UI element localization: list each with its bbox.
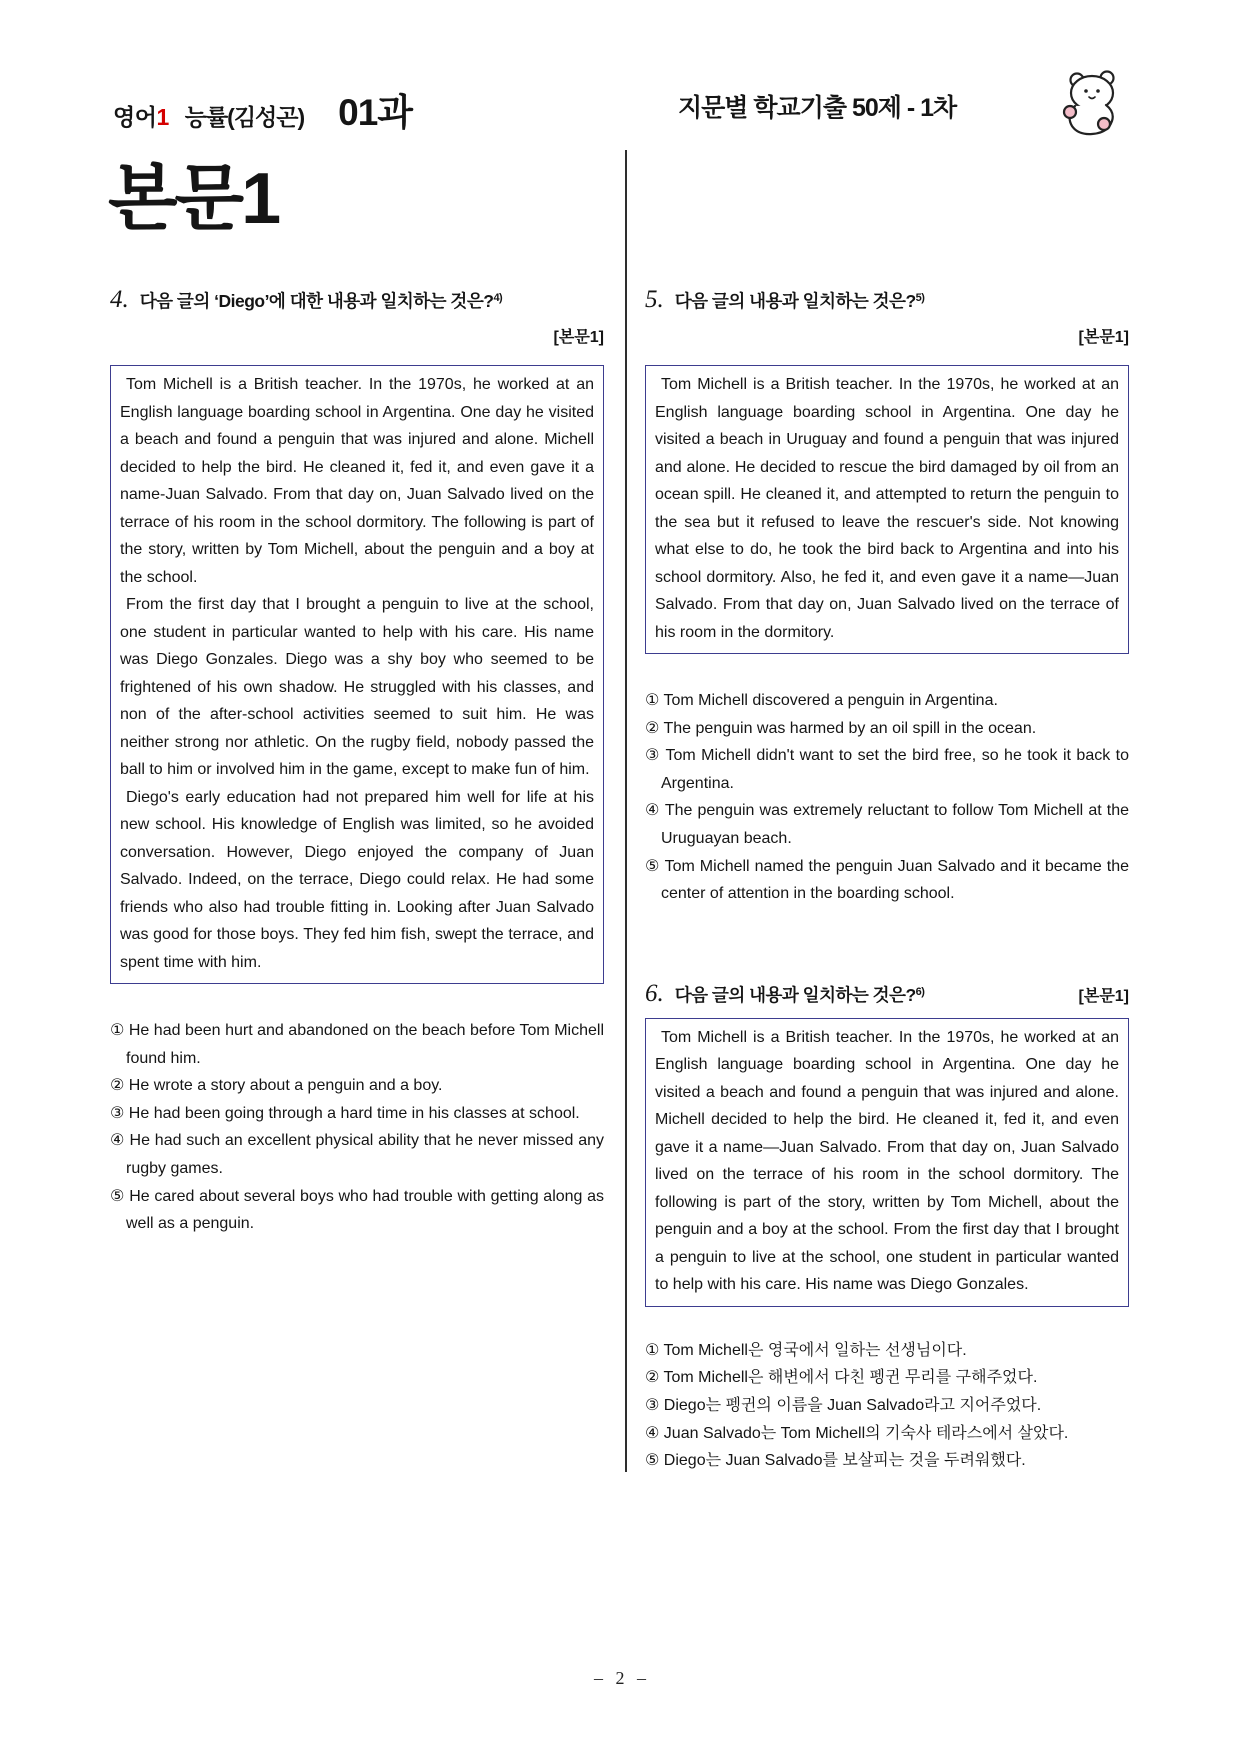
question-6-option-2	[645, 1364, 1129, 1392]
passage-paragraph: From the first day that I brought a penguin to live at the school, one student in particular wanted to help with his care. His name was Diego Gonzales. Diego was a shy boy who seemed to be frightened of his own shadow. He struggled with his classes, and non of the after-school activities seemed to suit him. He was neither strong nor athletic. On the rugby field, nobody passed the ball to him or involved him in the game, except to make fun of him.	[120, 596, 594, 778]
lesson-label: 01과	[338, 92, 413, 133]
option-number: ③	[645, 747, 661, 765]
question-4-options	[110, 1017, 604, 1238]
passage-paragraph: Diego's early education had not prepared him well for life at his new school. His knowledge of English was limited, so he avoided conversation. However, Diego enjoyed the company of Juan Salvado. Indeed, on the terrace, Diego could relax. He had some friends who also had trouble fitting in. Looking after Juan Salvado was good for those boys. They fed him fish, swept the terrace, and spent time with him.	[120, 788, 594, 971]
question-6-options	[645, 1337, 1129, 1475]
question-6-header	[645, 980, 1129, 1008]
option-number: ④	[645, 802, 660, 820]
option-text: He had been going through a hard time in his classes at school.	[128, 1104, 580, 1122]
question-5-option-1	[645, 687, 1129, 715]
question-5-prompt-text: 다음 글의 내용과 일치하는 것은?	[674, 291, 916, 311]
option-text: Tom Michell discovered a penguin in Argentina.	[663, 692, 998, 709]
option-number: ①	[645, 692, 660, 709]
question-5-option-2	[645, 715, 1129, 743]
right-column	[645, 286, 1129, 1475]
option-text: Juan Salvado는 Tom Michell의 기숙사 테라스에서 살았다.	[663, 1424, 1069, 1442]
option-number: ①	[645, 1341, 660, 1359]
question-4-option-2	[110, 1072, 604, 1100]
option-text: He had been hurt and abandoned on the beach before Tom Michell found him.	[126, 1022, 605, 1067]
question-6-prompt	[675, 982, 925, 1007]
question-4-number: 4.	[110, 286, 129, 313]
option-number: ④	[645, 1424, 660, 1442]
question-4-source-tag: [본문1]	[553, 329, 604, 346]
question-4-footnote-marker: 4)	[493, 292, 503, 304]
question-6	[645, 980, 1129, 1475]
publisher-label: 능률(김성곤)	[184, 104, 305, 130]
page-number: – 2 –	[594, 1668, 646, 1688]
question-4-option-4	[110, 1127, 604, 1182]
question-6-prompt-text: 다음 글의 내용과 일치하는 것은?	[674, 984, 916, 1005]
option-text: Tom Michell named the penguin Juan Salvado and it became the center of attention in the boarding school.	[661, 857, 1130, 903]
question-6-option-5	[645, 1447, 1129, 1475]
question-4-option-1	[110, 1017, 604, 1072]
question-4-option-5	[110, 1183, 604, 1238]
option-text: The penguin was extremely reluctant to follow Tom Michell at the Uruguayan beach.	[661, 802, 1130, 847]
passage-paragraph: Tom Michell is a British teacher. In the 1970s, he worked at an English language boarding school in Argentina. One day he visited a beach in Uruguay and found a penguin that was injured and alone. He decided to rescue the bird damaged by oil from an ocean spill. He cleaned it, and attempted to return the penguin to the sea but it refused to leave the rescuer's side. Not knowing what else to do, he took the bird back to Argentina and into his school dormitory. Also, he fed it, and even gave it a name—Juan Salvado. From that day on, Juan Salvado lived on the terrace of his room in the dormitory.	[655, 376, 1119, 641]
subject-text: 영어	[113, 104, 157, 130]
option-number: ③	[110, 1104, 125, 1122]
option-number: ④	[110, 1132, 125, 1150]
subject-label	[113, 99, 169, 132]
option-number: ③	[645, 1396, 660, 1414]
question-6-option-4	[645, 1420, 1129, 1448]
option-text: The penguin was harmed by an oil spill in the ocean.	[663, 719, 1037, 737]
question-5-option-4	[645, 797, 1129, 852]
option-text: Tom Michell은 영국에서 일하는 선생님이다.	[663, 1341, 967, 1359]
question-6-footnote-marker: 6)	[915, 985, 925, 998]
option-number: ②	[110, 1077, 125, 1095]
option-text: Tom Michell은 해변에서 다친 펭귄 무리를 구해주었다.	[663, 1369, 1038, 1387]
subject-number: 1	[156, 104, 169, 130]
section-title: 본문1	[108, 159, 279, 239]
option-text: Diego는 Juan Salvado를 보살피는 것을 두려워했다.	[663, 1452, 1026, 1470]
option-text: Tom Michell didn't want to set the bird free, so he took it back to Argentina.	[661, 747, 1129, 792]
bear-icon	[1060, 68, 1126, 143]
passage-paragraph: Tom Michell is a British teacher. In the 1970s, he worked at an English language boarding school in Argentina. One day he visited a beach and found a penguin that was injured and alone. Michell decided to help the bird. He cleaned it, fed it, and even gave it a name—Juan Salvado. From that day on, Juan Salvado lived on the terrace of his room in the school dormitory. The following is part of the story, written by Tom Michell, about the penguin and a boy at the school. From the first day that I brought a penguin to live at the school, one student in particular wanted to help with his care. His name was Diego Gonzales.	[655, 1028, 1119, 1294]
question-5-passage-box	[645, 365, 1129, 654]
left-column	[110, 286, 604, 1238]
option-number: ⑤	[645, 1452, 660, 1470]
question-5-option-5	[645, 853, 1129, 908]
option-text: Diego는 펭귄의 이름을 Juan Salvado라고 지어주었다.	[663, 1396, 1042, 1414]
question-6-source-tag: [본문1]	[1078, 987, 1129, 1005]
question-5-prompt	[675, 288, 925, 313]
question-4-prompt	[140, 288, 502, 313]
question-5-number: 5.	[645, 286, 664, 313]
option-number: ⑤	[110, 1187, 125, 1205]
question-4-passage-box	[110, 365, 604, 984]
question-5	[645, 286, 1129, 908]
question-6-option-1	[645, 1337, 1129, 1365]
option-text: He cared about several boys who had trouble with getting along as well as a penguin.	[126, 1187, 605, 1233]
option-number: ②	[645, 1369, 660, 1387]
question-4	[110, 286, 604, 1238]
option-number: ①	[110, 1022, 125, 1039]
option-number: ②	[645, 719, 660, 737]
column-divider	[625, 150, 627, 1472]
option-text: He had such an excellent physical ability that he never missed any rugby games.	[126, 1132, 605, 1177]
question-4-header	[110, 286, 604, 314]
passage-paragraph: Tom Michell is a British teacher. In the 1970s, he worked at an English language boarding school in Argentina. One day he visited a beach and found a penguin that was injured and alone. Michell decided to help the bird. He cleaned it, fed it, and even gave it a name-Juan Salvado. From that day on, Juan Salvado lived on the terrace of his room in the school dormitory. The following is part of the story, written by Tom Michell, about the penguin and a boy at the school.	[120, 376, 594, 586]
question-5-footnote-marker: 5)	[915, 292, 925, 304]
question-5-header	[645, 286, 1129, 314]
header-left	[113, 82, 412, 136]
question-5-option-3	[645, 742, 1129, 797]
option-text: He wrote a story about a penguin and a boy.	[128, 1077, 443, 1095]
question-4-prompt-text: 다음 글의 ‘Diego’에 대한 내용과 일치하는 것은?	[139, 291, 494, 311]
question-6-option-3	[645, 1392, 1129, 1420]
question-6-number: 6.	[645, 979, 664, 1007]
question-4-option-3	[110, 1100, 604, 1128]
question-6-passage-box	[645, 1018, 1129, 1307]
question-5-options	[645, 687, 1129, 908]
worksheet-title: 지문별 학교기출 50제 - 1차	[678, 94, 957, 122]
option-number: ⑤	[645, 857, 660, 875]
question-5-source-tag: [본문1]	[1078, 329, 1129, 346]
